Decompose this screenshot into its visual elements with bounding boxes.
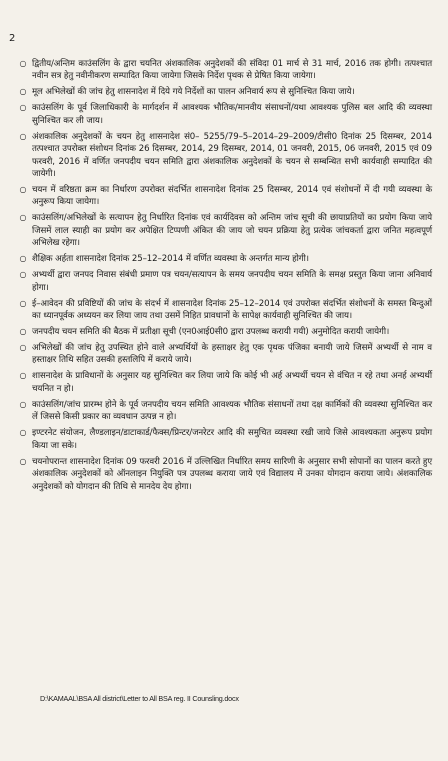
footer-file-path: D:\KAMAAL\BSA All district\Letter to All BSA reg. II Counsling.docx [40, 694, 239, 703]
bullet-icon: ○ [19, 371, 27, 381]
list-item-text: अंशकालिक अनुदेशकों के चयन हेतु शासनादेश सं0– 5255/79–5–2014–29–2009/टीसी0 दिनांक 25 दिसम्बर, 2014 तत्पश्चात उपरोक्त संशोधन दिनांक 26 दिसम्बर, 2014, 29 दिसम्बर, 2014, 01 जनवरी, 2015, 06 जनवरी, 2015 एवं 09 फरवरी, 2016 में वर्णित जनपदीय चयन समिति द्वारा अंशकालिक अनुदेशकों के चयन से सम्बन्धित सभी कार्यवाही सम्पादित की जायेगी। [32, 131, 432, 180]
list-item [14, 212, 432, 249]
bullet-icon: ○ [19, 213, 27, 223]
list-item [14, 58, 432, 83]
list-item-text: अभिलेखों की जांच हेतु उपस्थित होने वाले अभ्यर्थियों के हस्ताक्षर हेतु एक पृथक पंजिका बनायी जाये जिसमें अभ्यर्थी से नाम व हस्ताक्षर तिथि सहित उसकी हस्तलिपि में कराये जाये। [32, 343, 432, 366]
list-item-text: चयन में वरिष्ठता क्रम का निर्धारण उपरोक्त संदर्भित शासनादेश दिनांक 25 दिसम्बर, 2014 एवं संशोधनों में दी गयी व्यवस्था के अनुरूप किया जायेगा। [32, 185, 432, 208]
bullet-icon: ○ [19, 59, 27, 68]
bullet-icon: ○ [19, 343, 27, 353]
list-item-text: शैक्षिक अर्हता शासनादेश दिनांक 25–12–2014 में वर्णित व्यवस्था के अन्तर्गत मान्य होगी। [32, 254, 309, 265]
list-item [14, 102, 432, 127]
list-item [14, 86, 432, 98]
list-item-text: इण्टरनेट संयोजन, लैण्डलाइन/डाटाकार्ड/फैक्स/प्रिन्टर/जनरेटर आदि की समुचित व्यवस्था रखी जाये जिसे आवश्यकता अनुरूप प्रयोग किया जा सके। [32, 428, 432, 451]
bullet-icon: ○ [19, 131, 27, 141]
list-item-text: काउंसलिंग/अभिलेखों के सत्यापन हेतु निर्धारित दिनांक एवं कार्यदिवस को अन्तिम जांच सूची की छायाप्रतियों का प्रयोग किया जाये जिसमें लाल स्याही का प्रयोग कर अपेक्षित टिप्पणी अंकित की जाय जो चयन प्रक्रिया हेतु प्रत्येक जांचकर्ता द्वारा जनित महत्वपूर्ण अभिलेख रहेगा। [32, 213, 432, 249]
list-item-text: काउंसलिंग/जांच प्रारम्भ होने के पूर्व जनपदीय चयन समिति आवश्यक भौतिक संसाधनों तथा दक्ष कार्मिकों की व्यवस्था सुनिश्चित कर लें जिससे किसी प्रकार का व्यवधान उत्पन्न न हो। [32, 399, 432, 423]
bullet-icon: ○ [19, 298, 27, 308]
list-item [14, 456, 432, 493]
list-item [14, 399, 432, 424]
list-item [14, 253, 432, 265]
bullet-icon: ○ [19, 327, 27, 337]
list-item-text: द्वितीय/अन्तिम काउंसलिंग के द्वारा चयनित अंशकालिक अनुदेशकों की संविदा 01 मार्च से 31 मार्च, 2016 तक होगी। तत्पश्चात नवीन सत्र हेतु नवीनीकरण सम्पादित किया जायेगा जिसके निर्देश पृथक से प्रेषित किया जायेगा। [32, 59, 432, 82]
list-item [14, 427, 432, 452]
bullet-icon: ○ [19, 428, 27, 438]
bullet-icon: ○ [19, 456, 27, 466]
bullet-icon: ○ [19, 399, 27, 409]
bullet-icon: ○ [19, 103, 27, 113]
list-item [14, 298, 432, 323]
list-item-text: जनपदीय चयन समिति की बैठक में प्रतीक्षा सूची (एन0आई0सी0 द्वारा उपलब्ध करायी गयी) अनुमोदित करायी जायेगी। [32, 327, 390, 338]
list-item [14, 326, 432, 338]
bullet-icon: ○ [19, 87, 27, 97]
list-item [14, 269, 432, 294]
bullet-icon: ○ [19, 254, 27, 264]
list-item-text: शासनादेश के प्राविधानों के अनुसार यह सुनिश्चित कर लिया जाये कि कोई भी अर्ह अभ्यर्थी चयन से वंचित न रहे तथा अनर्ह अभ्यर्थी चयनित न हो। [32, 371, 432, 394]
list-item [14, 184, 432, 209]
list-item-text: काउंसलिंग के पूर्व जिलाधिकारी के मार्गदर्शन में आवश्यक भौतिक/मानवीय संसाधनों/यथा आवश्यक पुलिस बल आदि की व्यवस्था सुनिश्चित कर ली जाय। [32, 103, 432, 126]
list-item-text: अभ्यर्थी द्वारा जनपद निवास संबंधी प्रमाण पत्र चयन/सत्यापन के समय जनपदीय चयन समिति के समक्ष प्रस्तुत किया जाना अनिवार्य होगा। [32, 270, 432, 293]
list-item-text: चयनोपरान्त शासनादेश दिनांक 09 फरवरी 2016 में उल्लिखित निर्धारित समय सारिणी के अनुसार सभी सोपानों का पालन करते हुए अंशकालिक अनुदेशकों को ऑनलाइन नियुक्ति पत्र उपलब्ध कराया जाये एवं विद्यालय में उनका योगदान कराया जाये। अंशकालिक अनुदेशकों को योगदान की तिथि से मानदेय देय होगा। [32, 456, 432, 492]
page-number: 2 [9, 33, 16, 44]
list-item [14, 370, 432, 395]
list-item [14, 342, 432, 367]
list-item [14, 131, 432, 181]
list-item-text: मूल अभिलेखों की जांच हेतु शासनादेश में दिये गये निर्देशों का पालन अनिवार्य रूप से सुनिश्चित किया जाये। [32, 87, 355, 98]
instruction-list [14, 58, 432, 497]
bullet-icon: ○ [19, 270, 27, 280]
bullet-icon: ○ [19, 185, 27, 195]
list-item-text: ई–आवेदन की प्रविष्टियों की जांच के संदर्भ में शासनादेश दिनांक 25–12–2014 एवं उपरोक्त संदर्भित संशोधनों के समस्त बिन्दुओं का ध्यानपूर्वक अध्ययन कर लिया जाय तथा उसमें निहित प्रावधानों के सापेक्ष कार्यवाही सुनिश्चित की जाय। [32, 298, 432, 322]
